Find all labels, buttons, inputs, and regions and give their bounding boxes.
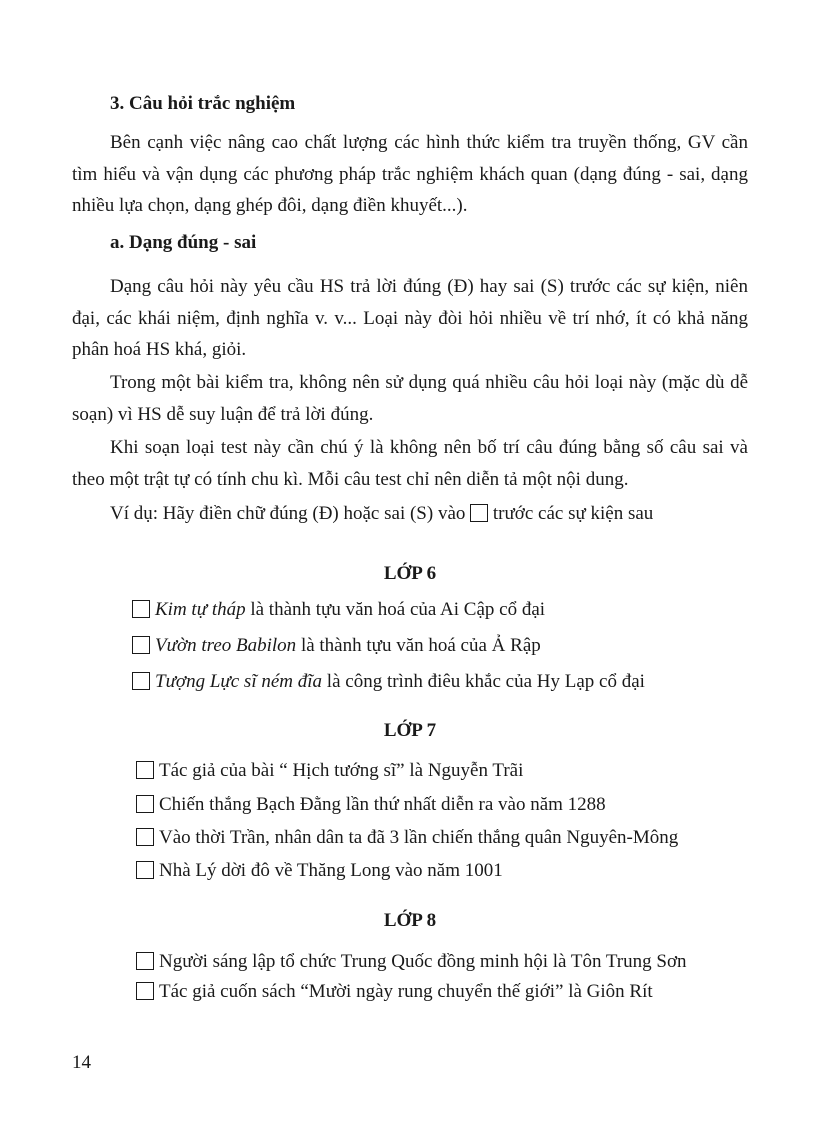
answer-checkbox[interactable]: [136, 795, 154, 813]
grade6-title: LỚP 6: [383, 563, 437, 584]
grade7-item-3: [136, 827, 678, 849]
paragraph-2: Trong một bài kiểm tra, không nên sử dụng quá nhiều câu hỏi loại này (mặc dù dễ soạn) vì HS dễ suy luận để trả lời đúng.: [72, 372, 748, 425]
grade6-item-3: [132, 671, 645, 693]
answer-checkbox[interactable]: [136, 761, 154, 779]
item-text: Chiến thắng Bạch Đằng lần thứ nhất diễn ra vào năm 1288: [159, 794, 606, 815]
paragraph-3: Khi soạn loại test này cần chú ý là không nên bố trí câu đúng bằng số câu sai và theo một trật tự có tính chu kì. Mỗi câu test chỉ nên diễn tả một nội dung.: [72, 437, 748, 490]
grade6-item-1: [132, 599, 545, 621]
grade8-item-2: [136, 981, 653, 1003]
item-italic-text: Vườn treo Babilon: [155, 635, 297, 656]
example-text-before: Ví dụ: Hãy điền chữ đúng (Đ) hoặc sai (S) vào: [110, 503, 466, 524]
item-text: Người sáng lập tổ chức Trung Quốc đồng minh hội là Tôn Trung Sơn: [159, 951, 687, 972]
item-text: là công trình điêu khắc của Hy Lạp cổ đại: [322, 671, 645, 692]
answer-checkbox[interactable]: [136, 828, 154, 846]
item-text: là thành tựu văn hoá của Ả Rập: [296, 635, 541, 656]
item-text: Tác giả cuốn sách “Mười ngày rung chuyển thế giới” là Giôn Rít: [159, 981, 653, 1002]
item-text: Tác giả của bài “ Hịch tướng sĩ” là Nguyễn Trãi: [159, 760, 524, 781]
answer-checkbox[interactable]: [132, 672, 150, 690]
item-text: Vào thời Trần, nhân dân ta đã 3 lần chiến thắng quân Nguyên-Mông: [159, 827, 679, 848]
grade8-item-1: [136, 951, 687, 973]
answer-checkbox[interactable]: [136, 861, 154, 879]
example-line: [110, 503, 653, 525]
page-number: 14: [72, 1052, 91, 1073]
paragraph-1: Dạng câu hỏi này yêu cầu HS trả lời đúng (Đ) hay sai (S) trước các sự kiện, niên đại, các khái niệm, định nghĩa v. v... Loại này đòi hỏi nhiều về trí nhớ, ít có khả năng phân hoá HS khá, giỏi.: [72, 276, 748, 361]
grade6-item-2: [132, 635, 541, 657]
item-italic-text: Tượng Lực sĩ ném đĩa: [155, 671, 323, 692]
answer-checkbox[interactable]: [136, 982, 154, 1000]
subsection-heading: a. Dạng đúng - sai: [110, 232, 257, 253]
answer-checkbox[interactable]: [132, 600, 150, 618]
grade8-title: LỚP 8: [383, 910, 437, 931]
grade7-item-1: [136, 760, 523, 782]
grade7-item-4: [136, 860, 503, 882]
answer-checkbox[interactable]: [136, 952, 154, 970]
grade7-item-2: [136, 794, 606, 816]
item-text: là thành tựu văn hoá của Ai Cập cổ đại: [245, 599, 546, 620]
answer-checkbox[interactable]: [132, 636, 150, 654]
example-text-after: trước các sự kiện sau: [492, 503, 654, 524]
section-heading: 3. Câu hỏi trắc nghiệm: [110, 93, 296, 114]
answer-checkbox[interactable]: [470, 504, 488, 522]
intro-paragraph: Bên cạnh việc nâng cao chất lượng các hình thức kiểm tra truyền thống, GV cần tìm hiểu và vận dụng các phương pháp trắc nghiệm khách quan (dạng đúng - sai, dạng nhiều lựa chọn, dạng ghép đôi, dạng điền khuyết...).: [72, 132, 748, 217]
item-italic-text: Kim tự tháp: [155, 599, 246, 620]
grade7-title: LỚP 7: [383, 720, 437, 741]
item-text: Nhà Lý dời đô về Thăng Long vào năm 1001: [159, 860, 503, 881]
